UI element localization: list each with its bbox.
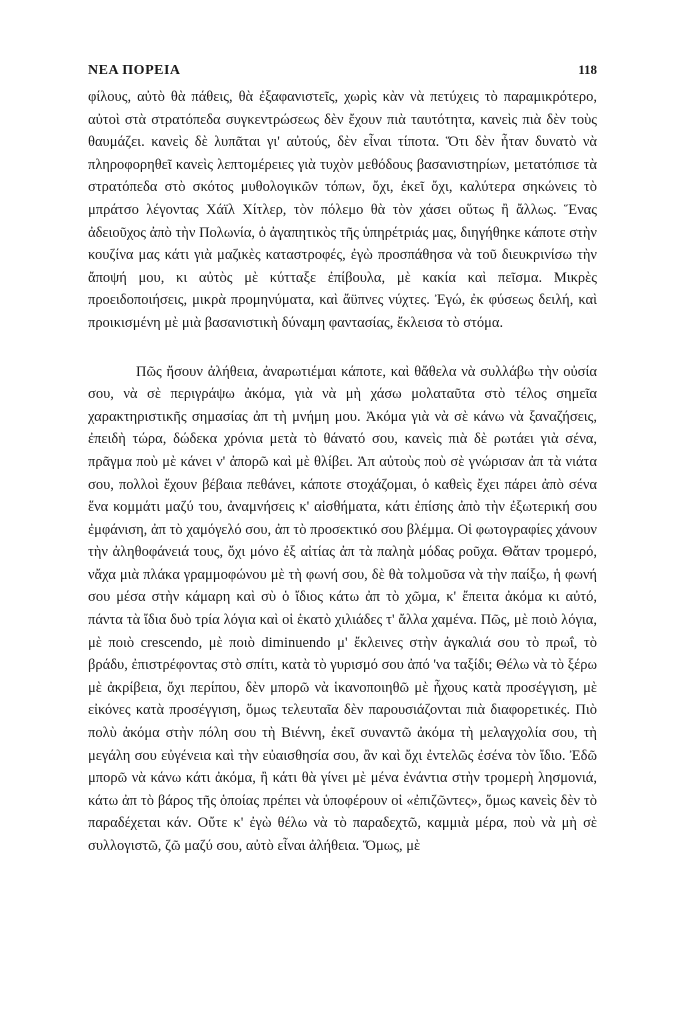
journal-title: ΝΕΑ ΠΟΡΕΙΑ bbox=[88, 63, 181, 78]
paragraph-2: Πῶς ἤσουν ἀλήθεια, ἀναρωτιέμαι κάποτε, καὶ θἄθελα νὰ συλλάβω τὴν οὐσία σου, νὰ σὲ περιγράψω ἀκόμα, γιὰ νὰ μὴ χάσω μολαταῦτα στὸ τέλος σημεῖα χαρακτηριστικῆς σημασίας ἀπ τὴ μνήμη μου. Ἀκόμα γιὰ νὰ σὲ κάνω νὰ ξαναζήσεις, ἐπειδὴ τώρα, δώδεκα χρόνια μετὰ τὸ θάνατό σου, κανεὶς πιὰ δὲ ρωτάει γιὰ σένα, πρᾶγμα ποὺ μὲ κάνει ν' ἀπορῶ καὶ μὲ θλίβει. Ἀπ αὐτοὺς ποὺ σὲ γνώρισαν ἀπ τὰ νιάτα σου, πολλοὶ ἔχουν βέβαια πεθάνει, κάποτε στοχάζομαι, ὁ καθεὶς ἔχει πάρει ἀπὸ σένα ἕνα κομμάτι μαζύ του, ἀναμνήσεις κ' αἰσθήματα, κάτι ἐπίσης ἀπὸ τὴν ἐξωτερική σου ἐμφάνιση, ἀπ τὸ χαμόγελό σου, ἀπ τὸ προσεκτικό σου βλέμμα. Οἱ φωτογραφίες χάνουν τὴν ἀληθοφάνειά τους, ὄχι μόνο ἐξ αἰτίας ἀπ τὰ παληὰ μόδας ροῦχα. Θἄταν τρομερό, νἄχα μιὰ πλάκα γραμμοφώνου μὲ τὴ φωνή σου, δὲ θὰ τολμοῦσα νὰ τὴν παίξω, ἡ φωνή σου μέσα στὴν κάμαρη καὶ σὺ ὁ ἴδιος κάτω ἀπ τὸ χῶμα, κ' ἔπειτα ἀκόμα κι αὐτό, πάντα τὰ ἴδια δυὸ τρία λόγια καὶ οἱ ἑκατὸ χιλιάδες τ' ἄλλα χαμένα. Πῶς, μὲ ποιὸ λόγια, μὲ ποιὸ crescendo, μὲ ποιὸ diminuendo μ' ἔκλεινες στὴν ἀγκαλιά σου τὸ πρωΐ, τὸ βράδυ, ἐπιστρέφοντας στὸ σπίτι, κατὰ τὸ γυρισμό σου ἀπό 'να ταξίδι; Θέλω νὰ τὸ ξέρω μὲ ἀκρίβεια, ὄχι περίπου, δὲν μπορῶ νὰ ἱκανοποιηθῶ μὲ ἦχους κατὰ προσέγγιση, μὲ εἰκόνες κατὰ προσέγγιση, ὅμως τελευταῖα δὲν παρουσιάζονται πιὰ διαφορετικές. Πιὸ πολὺ ἀκόμα στὴν πόλη σου τὴ Βιέννη, ἐκεῖ συναντῶ ἀκόμα τὴ μελαγχολία σου, τὴ μεγάλη σου εὐγένεια καὶ τὴν εὐαισθησία σου, ἂν καὶ ὄχι ἐντελῶς ἐσένα τὸν ἴδιο. Ἐδῶ μπορῶ νὰ κάνω κάτι ἀκόμα, ἢ κάτι θὰ γίνει μὲ μένα ἐνάντια στὴν τρομερὴ λησμονιά, κάτω ἀπ τὸ βάρος τῆς ὁποίας πρέπει νὰ ὑποφέρουν οἱ «ἐπιζῶντες», ὅμως κανεὶς δὲν τὸ παραδέχεται κάν. Οὔτε κ' ἐγὼ θέλω νὰ τὸ παραδεχτῶ, καμμιὰ μέρα, ποὺ νὰ μὴ σὲ συλλογιστῶ, ζῶ μαζύ σου, αὐτὸ εἶναι ἀλήθεια. Ὅμως, μὲ bbox=[88, 363, 597, 854]
body-text bbox=[88, 86, 597, 858]
page-number: 118 bbox=[578, 62, 597, 77]
running-header bbox=[88, 62, 597, 79]
paragraph-1: φίλους, αὐτὸ θὰ πάθεις, θὰ ἐξαφανιστεῖς, χωρὶς κὰν νὰ πετύχεις τὸ παραμικρότερο, αὐτοὶ στὰ στρατόπεδα συγκεντρώσεως δὲν ἔχουν πιὰ ταυτότητα, κανεὶς πιὰ δὲν τοὺς θαυμάζει. κανεὶς δὲ λυπᾶται γι' αὐτούς, δὲν εἶναι τίποτα. Ὅτι δὲν ἦταν δυνατὸ νὰ πληροφορηθεῖ κανεὶς λεπτομέρειες γιὰ τυχὸν μεθόδους βασανιστηρίων, μετατόπισε τὰ στρατόπεδα στὸ σκότος μυθολογικῶν τόπων, ὄχι, ἐκεῖ ὄχι, καλύτερα σηκώνεις τὸ μπράτσο λέγοντας Χάϊλ Χίτλερ, τὸν πόλεμο θὰ τὸν χάσει οὕτως ἢ ἄλλως. Ἕνας ἀδειοῦχος ἀπὸ τὴν Πολωνία, ὁ ἀγαπητικὸς τῆς ὑπηρέτριάς μας, διηγήθηκε κάποτε στὴν κουζίνα μας κάτι γιὰ μαζικὲς καταστροφές, ἐγὼ προσπάθησα νὰ τοῦ διευκρινίσω τὴν ἄποψή μου, κι αὐτὸς μὲ κύτταξε ἐπίβουλα, μὲ κακία καὶ πεῖσμα. Μικρὲς προειδοποιήσεις, μικρὰ προμηνύματα, καὶ ἄϋπνες νύχτες. Ἐγώ, ἐκ φύσεως δειλή, καὶ προικισμένη μὲ μιὰ βασανιστικὴ δύναμη φαντασίας, ἔκλεισα τὸ στόμα. bbox=[88, 89, 597, 331]
